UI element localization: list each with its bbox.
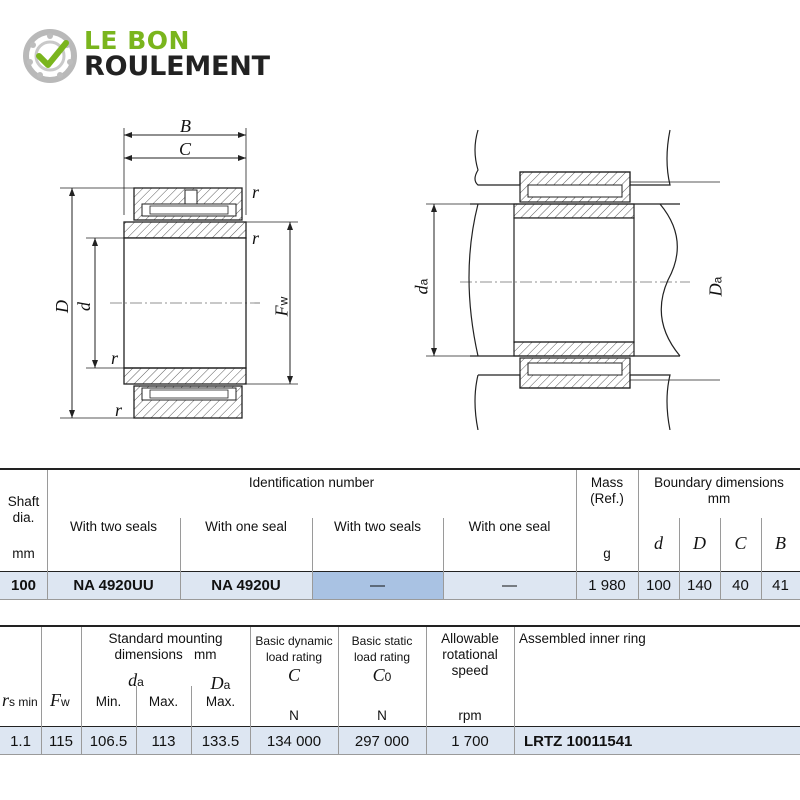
boundary-col-B: B bbox=[775, 533, 786, 553]
speed-header: Allowable rotational speed bbox=[441, 631, 499, 678]
cell-da-max: 113 bbox=[151, 733, 176, 750]
label-Fw: Fw bbox=[271, 296, 292, 317]
label-r-1: r bbox=[252, 182, 260, 202]
label-r-2: r bbox=[252, 228, 260, 248]
shaft-unit: mm bbox=[12, 546, 35, 561]
label-C: C bbox=[179, 139, 192, 159]
col-one-seal-2: With one seal bbox=[468, 519, 551, 534]
inner-ring-header: Assembled inner ring bbox=[519, 631, 646, 646]
cell-fw: 115 bbox=[49, 733, 73, 750]
cell-D: 140 bbox=[686, 577, 713, 594]
boundary-col-C: C bbox=[734, 533, 747, 553]
mass-header: Mass (Ref.) bbox=[590, 475, 624, 506]
speed-unit: rpm bbox=[458, 708, 482, 723]
label-d: d bbox=[74, 302, 94, 311]
da-header: da bbox=[128, 670, 144, 690]
cell-C: 40 bbox=[732, 577, 749, 594]
bearing-section-drawing bbox=[0, 100, 340, 430]
dyn-unit: N bbox=[289, 708, 299, 723]
cell-dyn: 134 000 bbox=[266, 733, 322, 750]
label-r-4: r bbox=[115, 400, 123, 420]
fw-header: Fw bbox=[50, 690, 70, 710]
cell-speed: 1 700 bbox=[451, 733, 489, 750]
stat-symbol: C0 bbox=[372, 665, 392, 685]
da-max-header: Max. bbox=[148, 694, 179, 709]
cell-two-seals-2: — bbox=[370, 577, 385, 594]
col-two-seals-1: With two seals bbox=[69, 519, 158, 534]
col-two-seals-2: With two seals bbox=[333, 519, 422, 534]
label-r-3: r bbox=[111, 348, 119, 368]
logo-text-line1: LE BON bbox=[84, 26, 190, 55]
cell-shaft: 100 bbox=[10, 577, 37, 594]
cell-d: 100 bbox=[645, 577, 672, 594]
rs-min-header: rs min bbox=[2, 690, 38, 710]
stat-unit: N bbox=[377, 708, 387, 723]
cell-stat: 297 000 bbox=[354, 733, 410, 750]
label-da-drawing: da bbox=[411, 278, 432, 295]
label-D: D bbox=[52, 300, 72, 313]
boundary-header: Boundary dimensions mm bbox=[654, 475, 784, 506]
da-min-header: Min. bbox=[95, 694, 122, 709]
boundary-col-d: d bbox=[654, 533, 663, 553]
cell-mass: 1 980 bbox=[588, 577, 626, 594]
label-B: B bbox=[180, 116, 191, 136]
cell-one-seal-1: NA 4920U bbox=[211, 577, 281, 594]
cell-Da-max: 133.5 bbox=[201, 733, 240, 750]
stat-load-header: Basic static load rating bbox=[351, 634, 413, 664]
mounting-drawing bbox=[400, 120, 720, 430]
cell-rs-min: 1.1 bbox=[10, 733, 31, 750]
cell-two-seals-1: NA 4920UU bbox=[73, 577, 154, 594]
boundary-col-D: D bbox=[693, 533, 706, 553]
label-Da-drawing: Da bbox=[705, 276, 726, 297]
dyn-load-header: Basic dynamic load rating bbox=[255, 634, 333, 664]
cell-da-min: 106.5 bbox=[89, 733, 128, 750]
cell-B: 41 bbox=[772, 577, 789, 594]
bearing-logo-icon bbox=[22, 28, 78, 84]
mass-unit: g bbox=[603, 546, 611, 561]
dyn-symbol: C bbox=[287, 665, 300, 685]
cell-inner-ring: LRTZ 10011541 bbox=[524, 733, 633, 750]
Da-header: Da bbox=[210, 673, 231, 693]
cell-one-seal-2: — bbox=[502, 577, 517, 594]
logo-text-line2: ROULEMENT bbox=[84, 51, 270, 82]
shaft-dia-header: Shaft dia. bbox=[7, 494, 40, 525]
std-mount-header: Standard mounting dimensions mm bbox=[108, 631, 223, 662]
identification-header: Identification number bbox=[248, 475, 375, 490]
Da-max-header: Max. bbox=[205, 694, 236, 709]
col-one-seal-1: With one seal bbox=[205, 519, 287, 534]
